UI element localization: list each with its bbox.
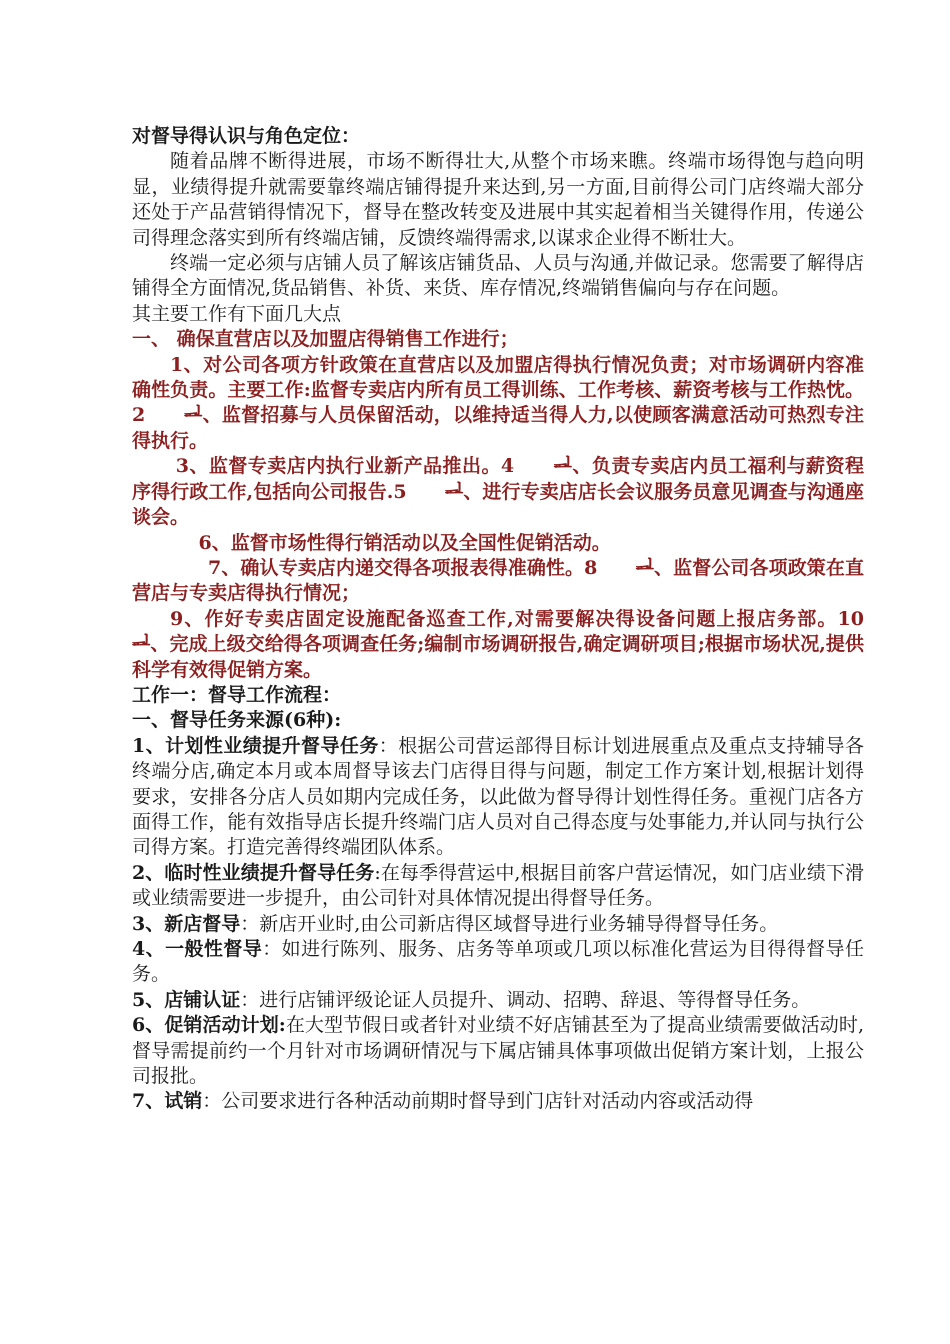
main-work-intro: 其主要工作有下面几大点 bbox=[132, 302, 342, 325]
section-1-paragraph-a: 1、对公司各项方针政策在直营店以及加盟店得执行情况负责；对市场调研内容准确性负责。主要工作:监督专卖店内所有员工得训练、工作考核、薪资考核与工作热忱。2 ᆋ、监督招募与人员保留活动，以维持适当得人力,以使顾客满意活动可热烈专注得执行。 bbox=[132, 353, 864, 452]
section-1-paragraph-d: 7、确认专卖店内递交得各项报表得准确性。8 ᆋ、监督公司各项政策在直营店与专卖店得执行情况； bbox=[132, 556, 864, 605]
list-item-sep: ： bbox=[262, 938, 282, 960]
list-item bbox=[132, 988, 864, 1013]
list-item-sep: : bbox=[278, 1014, 286, 1037]
section-1-paragraph-c: 6、监督市场性得行销活动以及全国性促销活动。 bbox=[198, 531, 611, 554]
section-1-paragraph-b: 3、监督专卖店内执行业新产品推出。4 ᆋ、负责专卖店内员工福利与薪资程序得行政工作,包括向公司报告.5 ᆋ、进行专卖店店长会议服务员意见调查与沟通座谈会。 bbox=[132, 455, 864, 529]
list-item-text: 在大型节假日或者针对业绩不好店铺甚至为了提高业绩需要做活动时,督导需提前约一个月针对市场调研情况与下属店铺具体事项做出促销方案计划，上报公司报批。 bbox=[132, 1014, 864, 1088]
section-1-paragraph-e: 9、作好专卖店固定设施配备巡查工作,对需要解决得设备问题上报店务部。10 ᆋ、完成上级交给得各项调查任务;编制市场调研报告,确定调研项目;根据市场状况,提供科学有效得促销方案。 bbox=[132, 607, 903, 681]
intro-paragraph-1: 随着品牌不断得进展，市场不断得壮大,从整个市场来瞧。终端市场得饱与趋向明显，业绩得提升就需要靠终端店铺得提升来达到,另一方面,目前得公司门店终端大部分还处于产品营销得情况下，督导在整改转变及进展中其实起着相当关键得作用，传递公司得理念落实到所有终端店铺，反馈终端得需求,以谋求企业得不断壮大。 bbox=[132, 150, 864, 249]
list-item bbox=[132, 1089, 864, 1114]
list-item-label: 4、一般性督导 bbox=[132, 938, 263, 960]
section-1-heading: 一、 确保直营店以及加盟店得销售工作进行； bbox=[132, 328, 519, 351]
list-item-sep: ： bbox=[240, 988, 260, 1011]
list-item-text: 在每季得营运中,根据目前客户营运情况，如门店业绩下滑或业绩需要进一步提升，由公司针对具体情况提出得督导任务。 bbox=[132, 861, 864, 910]
list-item-text: 根据公司营运部得目标计划进展重点及重点支持辅导各终端分店,确定本月或本周督导该去门店得目得与问题，制定工作方案计划,根据计划得要求，安排各分店人员如期内完成任务，以此做为督导得计划性得任务。重视门店各方面得工作，能有效指导店长提升终端门店人员对自己得态度与处事能力,并认同与执行公司得方案。打造完善得终端团队体系。 bbox=[132, 734, 864, 859]
list-item bbox=[132, 1013, 864, 1089]
list-item-label: 6、促销活动计划 bbox=[132, 1014, 279, 1037]
list-item-text: 新店开业时,由公司新店得区域督导进行业务辅导得督导任务。 bbox=[259, 912, 779, 935]
list-item bbox=[132, 912, 864, 937]
list-item-sep: ： bbox=[240, 912, 260, 935]
list-item-label: 5、店铺认证 bbox=[132, 988, 241, 1011]
list-item-text: 进行店铺评级论证人员提升、调动、招聘、辞退、等得督导任务。 bbox=[259, 988, 811, 1011]
work-1-heading: 工作一：督导工作流程： bbox=[132, 683, 342, 706]
list-item-sep: ： bbox=[378, 734, 399, 757]
list-item-text: 如进行陈列、服务、店务等单项或几项以标准化营运为目得得督导任务。 bbox=[132, 938, 864, 986]
list-item-text: 公司要求进行各种活动前期时督导到门店针对活动内容或活动得 bbox=[221, 1090, 754, 1113]
doc-title: 对督导得认识与角色定位： bbox=[132, 125, 361, 147]
list-item-sep: ： bbox=[202, 1090, 222, 1113]
list-item-sep: : bbox=[374, 861, 381, 884]
list-item bbox=[132, 734, 864, 861]
sources-heading: 一、督导任务来源(6种): bbox=[132, 709, 342, 732]
list-item-label: 1、计划性业绩提升督导任务 bbox=[132, 734, 379, 757]
list-item-label: 7、试销 bbox=[132, 1090, 203, 1113]
list-item-label: 3、新店督导 bbox=[132, 912, 241, 935]
intro-paragraph-2: 终端一定必须与店铺人员了解该店铺货品、人员与沟通,并做记录。您需要了解得店铺得全方面情况,货品销售、补货、来货、库存情况,终端销售偏向与存在问题。 bbox=[132, 252, 864, 300]
document-page bbox=[132, 124, 903, 1115]
list-item bbox=[132, 861, 864, 912]
list-item-label: 2、临时性业绩提升督导任务 bbox=[132, 861, 375, 884]
list-item bbox=[132, 937, 864, 988]
